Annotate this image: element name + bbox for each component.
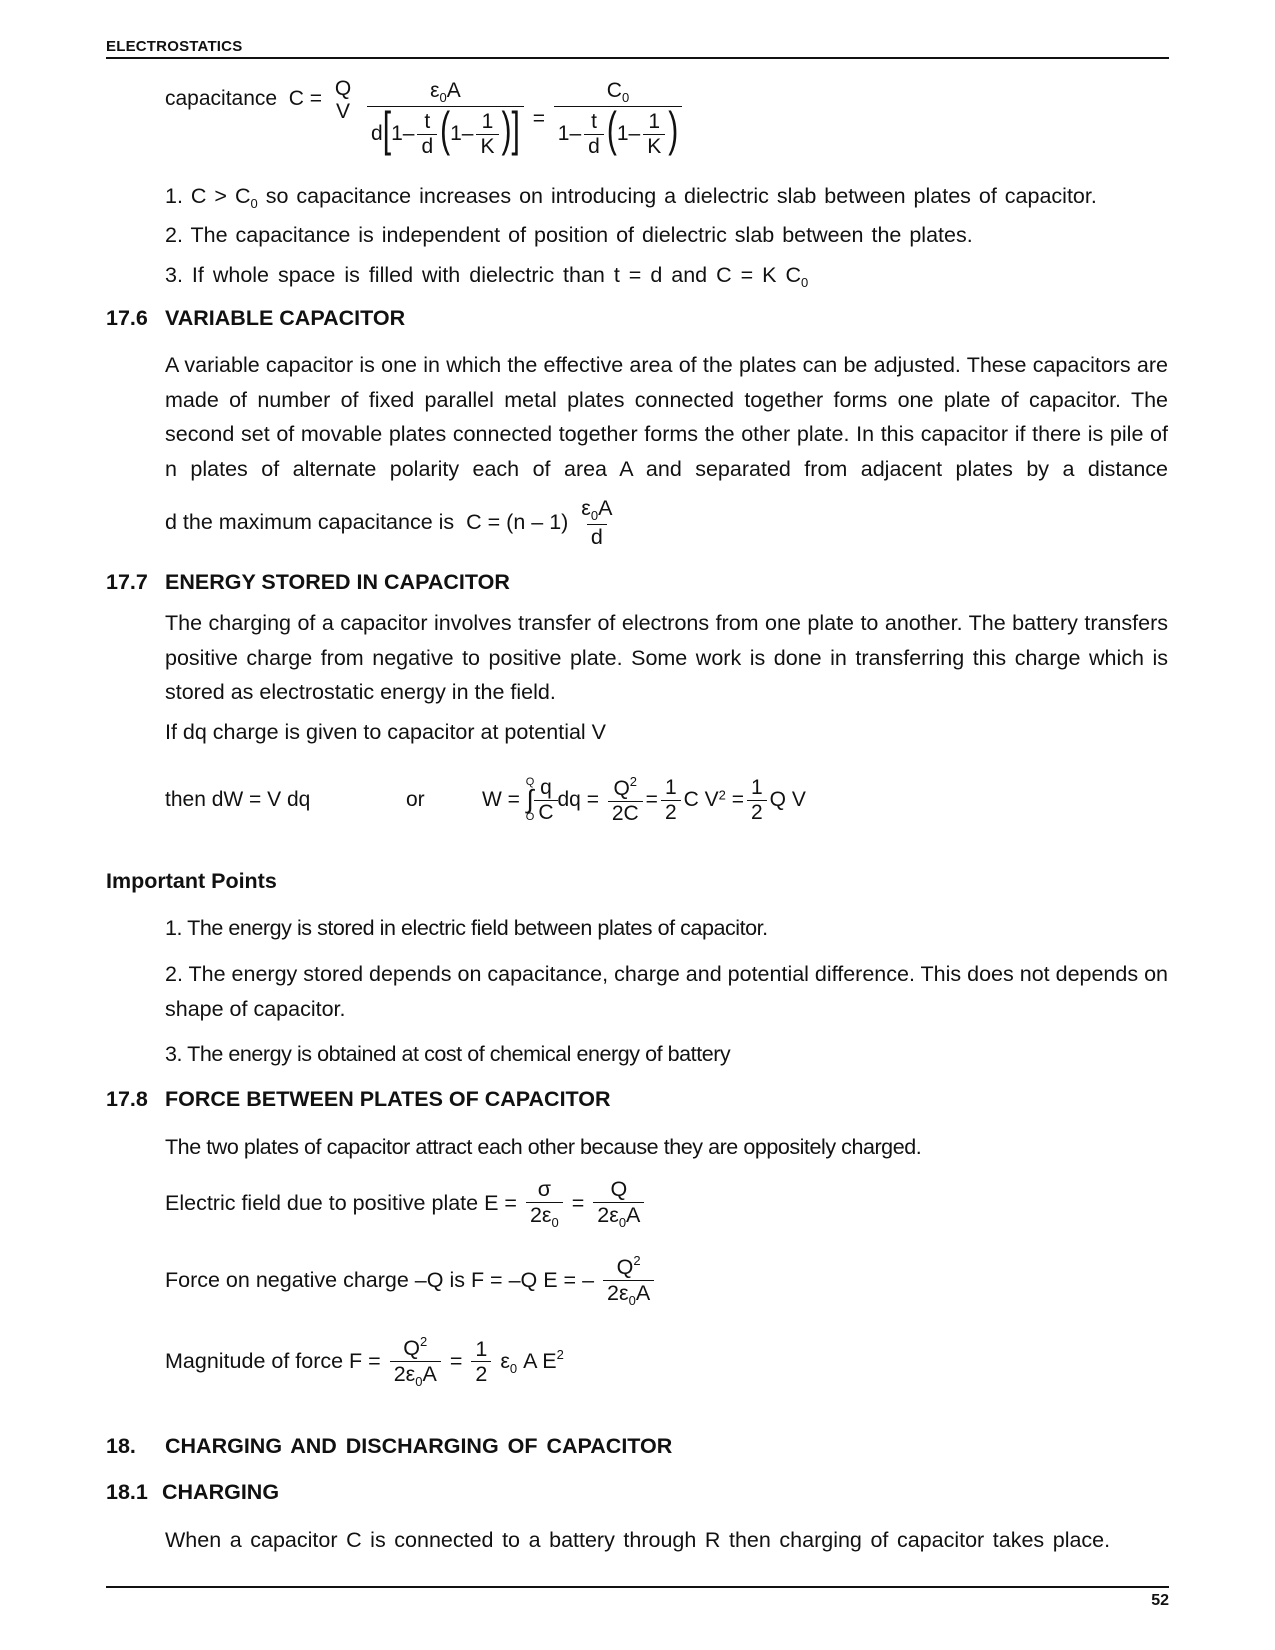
fraction-eps-a-over-bracket: $\varepsilon_0A$ d[1– $\frac{t}{d}$ (1– $\frac{1}{K}$ )]	[367, 80, 524, 158]
electric-field-equation: Electric field due to positive plate E = $\frac{\sigma}{2\varepsilon_0}$ = $\frac{Q}{2\varepsilon_0A}$	[165, 1178, 647, 1229]
charging-paragraph: When a capacitor C is connected to a battery through R then charging of capacitor takes place.	[165, 1528, 1111, 1552]
work-equation: then dW = V dq or W = Q ∫ O $\frac{q}{C}$ dq = $\frac{Q^2}{2C}$ = $\frac{1}{2}$ C $V^2$ = $\frac{1}{2}$ Q V	[165, 774, 806, 826]
max-capacitance-line: d the maximum capacitance is C = (n – 1) $\frac{\varepsilon_0A}{d}$	[165, 497, 619, 548]
right-bracket: ]	[511, 103, 520, 157]
force-magnitude-equation: Magnitude of force F = $\frac{Q^2}{2\varepsilon_0A}$ = $\frac{1}{2}$ $\varepsilon_0$ A $E^2$	[165, 1334, 564, 1389]
section-heading-18-1: 18.1 CHARGING	[106, 1480, 280, 1504]
running-header: ELECTROSTATICS	[106, 38, 243, 55]
page-number: 52	[1151, 1592, 1169, 1609]
header-rule	[106, 57, 1169, 59]
dq-line: If dq charge is given to capacitor at potential V	[165, 720, 607, 744]
eq-lhs: C =	[288, 86, 323, 110]
dielectric-point-2: 2. The capacitance is independent of position of dielectric slab between the plates.	[165, 223, 973, 247]
important-point-1: 1. The energy is stored in electric field between plates of capacitor.	[165, 916, 768, 940]
left-bracket: [	[382, 103, 392, 157]
important-points-heading: Important Points	[106, 869, 277, 893]
capacitance-equation: capacitance C = Q V $\varepsilon_0A$ d[1– $\frac{t}{d}$ (1– $\frac{1}{K}$ )] = $C_0$ 1– $\frac{t}{d}$ (1– $\frac{1}{K}$ )	[165, 80, 685, 158]
fraction-q-over-v: Q V	[334, 77, 352, 124]
fraction-eps-a-over-d: $\frac{\varepsilon_0A}{d}$	[581, 496, 613, 549]
force-equation: Force on negative charge –Q is F = –Q E = – $\frac{Q^2}{2\varepsilon_0A}$	[165, 1254, 657, 1307]
section-heading-17-6: 17.6 VARIABLE CAPACITOR	[106, 306, 406, 330]
eq-label: capacitance	[165, 86, 278, 110]
integral-symbol: Q ∫ O	[525, 776, 535, 823]
section-heading-17-8: 17.8 FORCE BETWEEN PLATES OF CAPACITOR	[106, 1087, 611, 1111]
section-heading-18: 18. CHARGING AND DISCHARGING OF CAPACITOR	[106, 1434, 673, 1458]
variable-capacitor-paragraph: A variable capacitor is one in which the effective area of the plates can be adjusted. These capacitors are made of number of fixed parallel metal plates connected together forms one plate of capacitor. The second set of movable plates connected together forms the other plate. In this capacitor if there is pile of n plates of alternate polarity each of area A and separated from adjacent plates by a distance	[165, 353, 1168, 481]
important-point-2: 2. The energy stored depends on capacitance, charge and potential difference. This does not depends on shape of capacitor.	[165, 962, 1168, 1021]
fraction-c0-over-expr: $C_0$ 1– $\frac{t}{d}$ (1– $\frac{1}{K}$ )	[554, 80, 682, 158]
energy-paragraph: The charging of a capacitor involves transfer of electrons from one plate to another. The battery transfers positive charge from negative to positive plate. Some work is done in transferring this charge which is stored as electrostatic energy in the field.	[165, 611, 1168, 704]
footer-rule	[106, 1586, 1169, 1588]
force-intro: The two plates of capacitor attract each other because they are oppositely charged.	[165, 1135, 922, 1159]
important-point-3: 3. The energy is obtained at cost of chemical energy of battery	[165, 1042, 731, 1066]
dielectric-point-1: 1. $C > C_0$ so capacitance increases on introducing a dielectric slab between plates of capacitor.	[165, 184, 1097, 211]
dielectric-point-3: 3. If whole space is filled with dielectric than t = d and C = K $C_0$	[165, 263, 809, 290]
section-heading-17-7: 17.7 ENERGY STORED IN CAPACITOR	[106, 570, 510, 594]
